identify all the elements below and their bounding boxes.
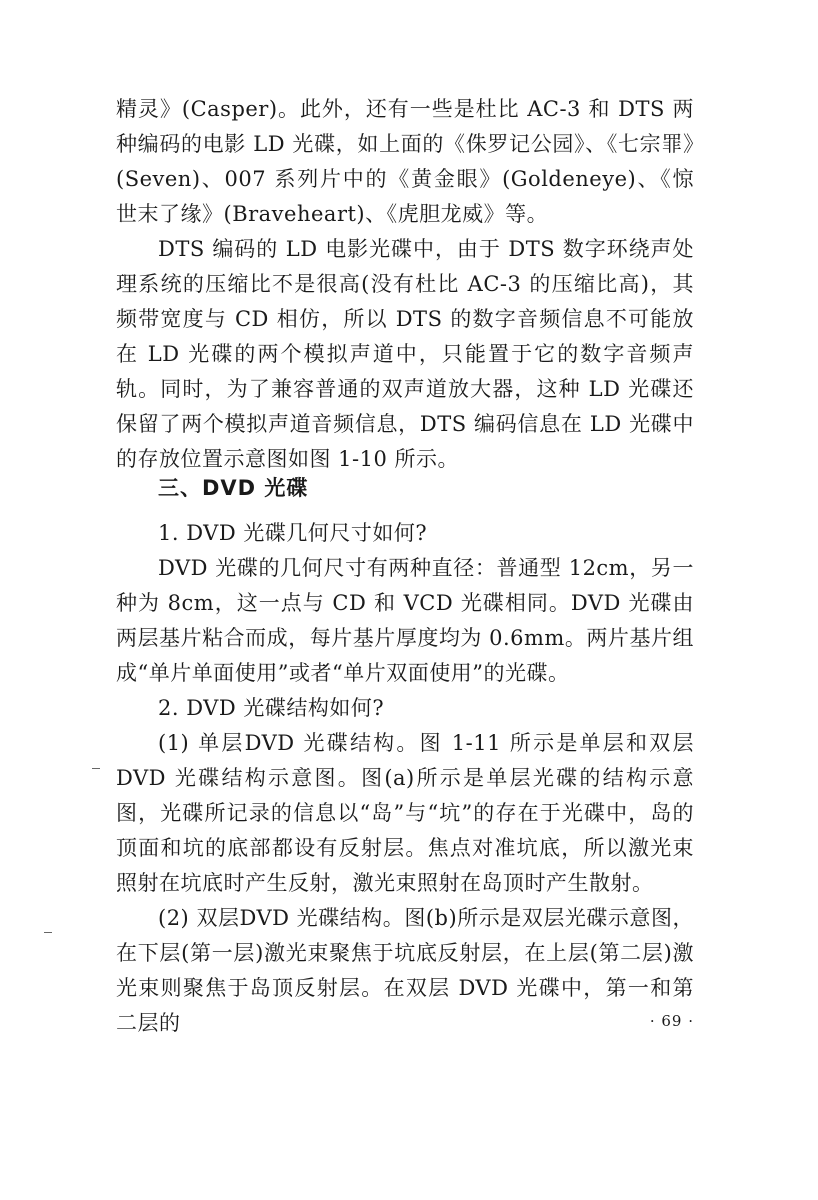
margin-mark — [92, 768, 100, 769]
paragraph-casper: 精灵》(Casper)。此外，还有一些是杜比 AC-3 和 DTS 两种编码的电影 LD 光碟，如上面的《侏罗记公园》、《七宗罪》(Seven)、007 系列片中的《黄金眼》(Goldeneye)、《惊世末了缘》(Braveheart)、《虎胆龙威》等。 — [116, 97, 694, 226]
page-number: · 69 · — [649, 1012, 694, 1030]
question-2: 2. DVD 光碟结构如何? — [158, 696, 385, 720]
text-block-top — [116, 92, 694, 477]
paragraph-dvd-size: DVD 光碟的几何尺寸有两种直径：普通型 12cm，另一种为 8cm，这一点与 CD 和 VCD 光碟相同。DVD 光碟由两层基片粘合而成，每片基片厚度均为 0.6mm。两片基片组成“单片单面使用”或者“单片双面使用”的光碟。 — [116, 556, 694, 685]
paragraph-single-layer: (1) 单层DVD 光碟结构。图 1-11 所示是单层和双层 DVD 光碟结构示意图。图(a)所示是单层光碟的结构示意图，光碟所记录的信息以“岛”与“坑”的存在于光碟中，岛的顶面和坑的底部都设有反射层。焦点对准坑底，所以激光束照射在坑底时产生反射，激光束照射在岛顶时产生散射。 — [116, 731, 694, 895]
paragraph-dual-layer: (2) 双层DVD 光碟结构。图(b)所示是双层光碟示意图，在下层(第一层)激光束聚焦于坑底反射层，在上层(第二层)激光束则聚焦于岛顶反射层。在双层 DVD 光碟中，第一和第二层的 — [116, 906, 694, 1035]
paragraph-dts: DTS 编码的 LD 电影光碟中，由于 DTS 数字环绕声处理系统的压缩比不是很高(没有杜比 AC-3 的压缩比高)，其频带宽度与 CD 相仿，所以 DTS 的数字音频信息不可能放在 LD 光碟的两个模拟声道中，只能置于它的数字音频声轨。同时，为了兼容普通的双声道放大器，这种 LD 光碟还保留了两个模拟声道音频信息，DTS 编码信息在 LD 光碟中的存放位置示意图如图 1-10 所示。 — [116, 237, 694, 471]
question-1: 1. DVD 光碟几何尺寸如何? — [158, 521, 428, 545]
margin-mark — [44, 932, 52, 933]
text-block-dvd — [116, 516, 694, 1041]
section-heading: 三、DVD 光碟 — [158, 476, 309, 500]
